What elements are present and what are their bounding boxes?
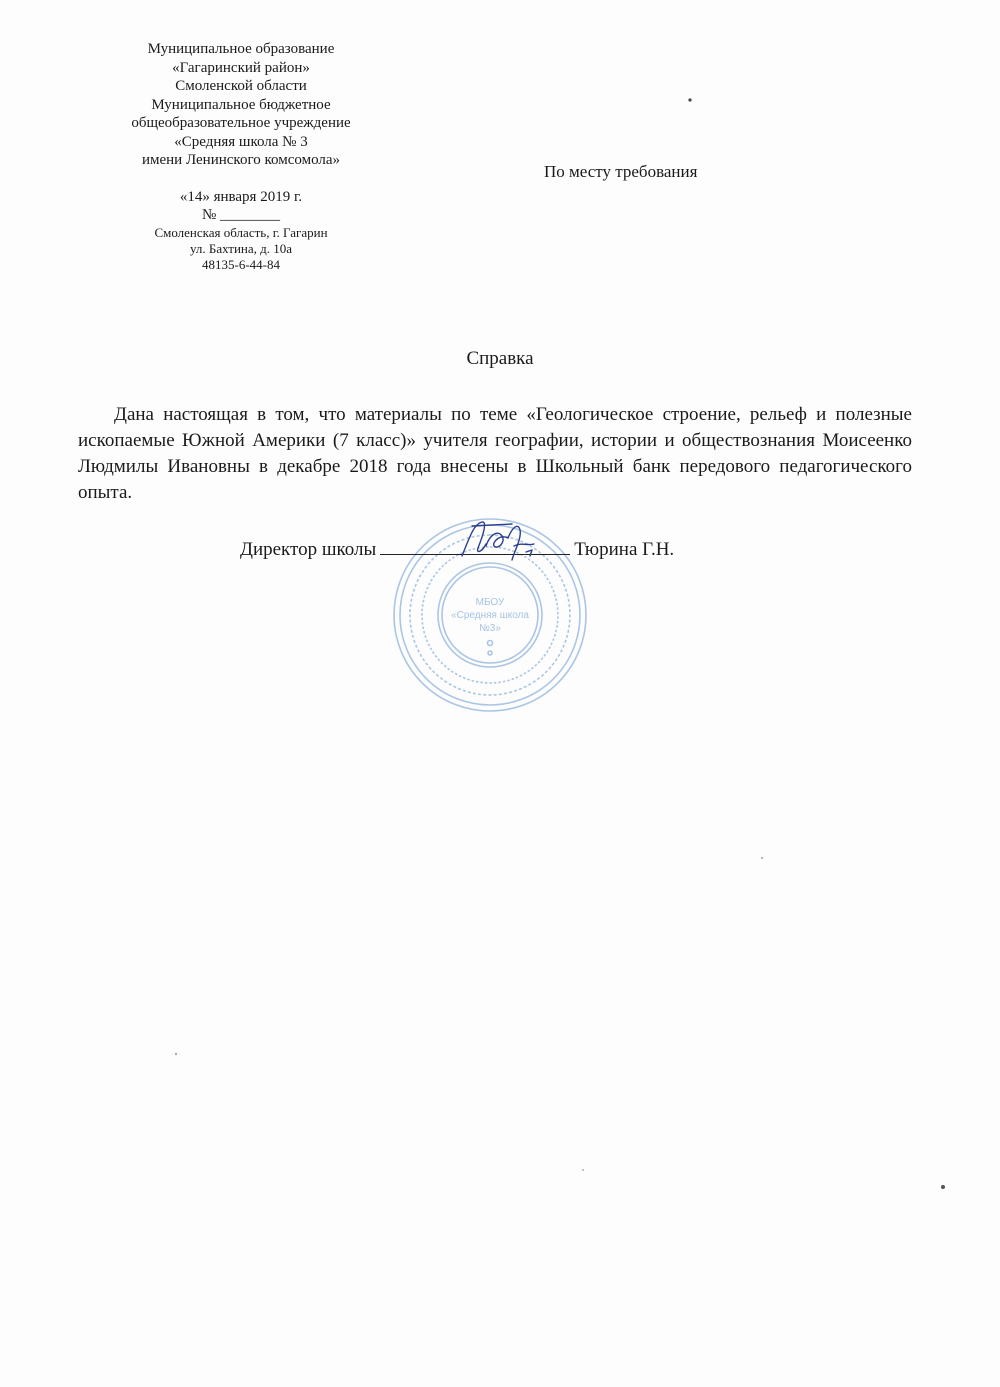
phone-line: 48135-6-44-84 (202, 256, 280, 272)
letterhead-line: «Гагаринский район» (172, 59, 310, 76)
document-date: «14» января 2019 г. (179, 188, 303, 205)
stamp-line: «Средняя школа (451, 610, 529, 621)
letterhead-line: Смоленской области (175, 78, 307, 94)
stamp-line: №3» (479, 623, 501, 634)
letterhead-line: Муниципальное образование (147, 41, 335, 57)
address-line: Смоленская область, г. Гагарин (154, 224, 328, 240)
letterhead (116, 40, 366, 273)
handwritten-signature (452, 516, 542, 566)
stamp-line: МБОУ (475, 597, 505, 608)
address-line: ул. Бахтина, д. 10а (189, 240, 293, 256)
letterhead-line: Муниципальное бюджетное (151, 96, 331, 113)
letterhead-line: общеобразовательное учреждение (131, 115, 351, 131)
signer-name: Тюрина Г.Н. (574, 539, 675, 560)
document-number: № ________ (201, 207, 281, 223)
letterhead-line: имени Ленинского комсомола» (141, 152, 341, 168)
addressee: По месту требования (544, 162, 698, 181)
letterhead-line: «Средняя школа № 3 (174, 133, 308, 150)
body-paragraph: Дана настоящая в том, что материалы по теме «Геологическое строение, рельеф и полезные ископаемые Южной Америки (7 класс)» учителя географии, истории и обществознания Моисеенко Людмилы Ивановны в декабре 2018 года внесены в Школьный банк передового педагогического опыта. (78, 404, 912, 503)
signer-position: Директор школы (240, 539, 377, 560)
document-title: Справка (466, 348, 534, 369)
